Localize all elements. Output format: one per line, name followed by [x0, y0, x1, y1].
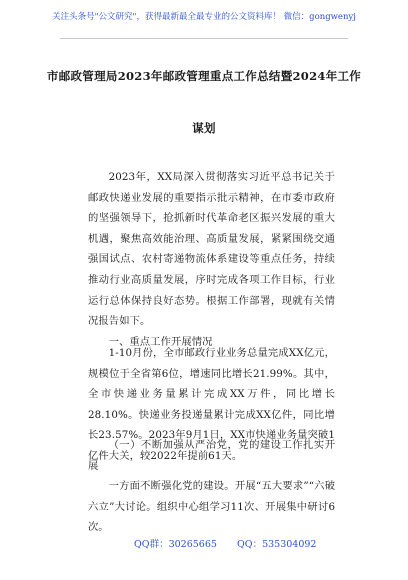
document-title-line2: 谋划	[192, 121, 216, 135]
section-heading-2: （一）不断加强从严治党，党的建设工作扎实开展	[88, 439, 335, 472]
header-note: 关注头条号"公文研究"，获得最新最全最专业的公文资料库！ 微信：gongwenyj	[52, 12, 356, 22]
stats-paragraph: 1-10月份，全市邮政行业业务总量完成XX亿元，规模位于全省第6位，增速同比增长21.99%。其中，全市快递业务量累计完成XX万件，同比增长28.10%。快递业务投递量累计完成XX亿件，同比增长23.57%。2023年9月1日，XX市快递业务量突破1亿件大关，较2022年提前61天。	[88, 347, 335, 462]
footer-qq: QQ：535304092	[237, 539, 317, 550]
body-section-party	[88, 435, 335, 538]
document-title-line1: 市邮政管理局2023年邮政管理重点工作总结暨2024年工作	[46, 69, 362, 83]
section-heading-1: 一、重点工作开展情况	[108, 335, 213, 348]
header-divider	[60, 38, 348, 39]
footer-qq-group: QQ群：30265665	[134, 539, 217, 550]
intro-paragraph: 2023年，XX局深入贯彻落实习近平总书记关于邮政快递业发展的重要指示批示精神，在市委市政府的坚强领导下，抢抓新时代革命老区振兴发展的重大机遇，聚焦高效能治理、高质量发展，紧紧围绕交通强国试点、农村寄递物流体系建设等重点任务，持续推动行业高质量发展，序时完成各项工作目标，行业运行总体保持良好态势。根据工作部署，现就有关情况报告如下。	[88, 171, 335, 328]
party-paragraph: 一方面不断强化党的建设。开展“五大要求”“六破六立”大讨论。组织中心组学习11次、开展集中研讨6次。	[88, 480, 335, 534]
footer-contact	[0, 536, 408, 556]
body-section-intro	[88, 167, 335, 352]
